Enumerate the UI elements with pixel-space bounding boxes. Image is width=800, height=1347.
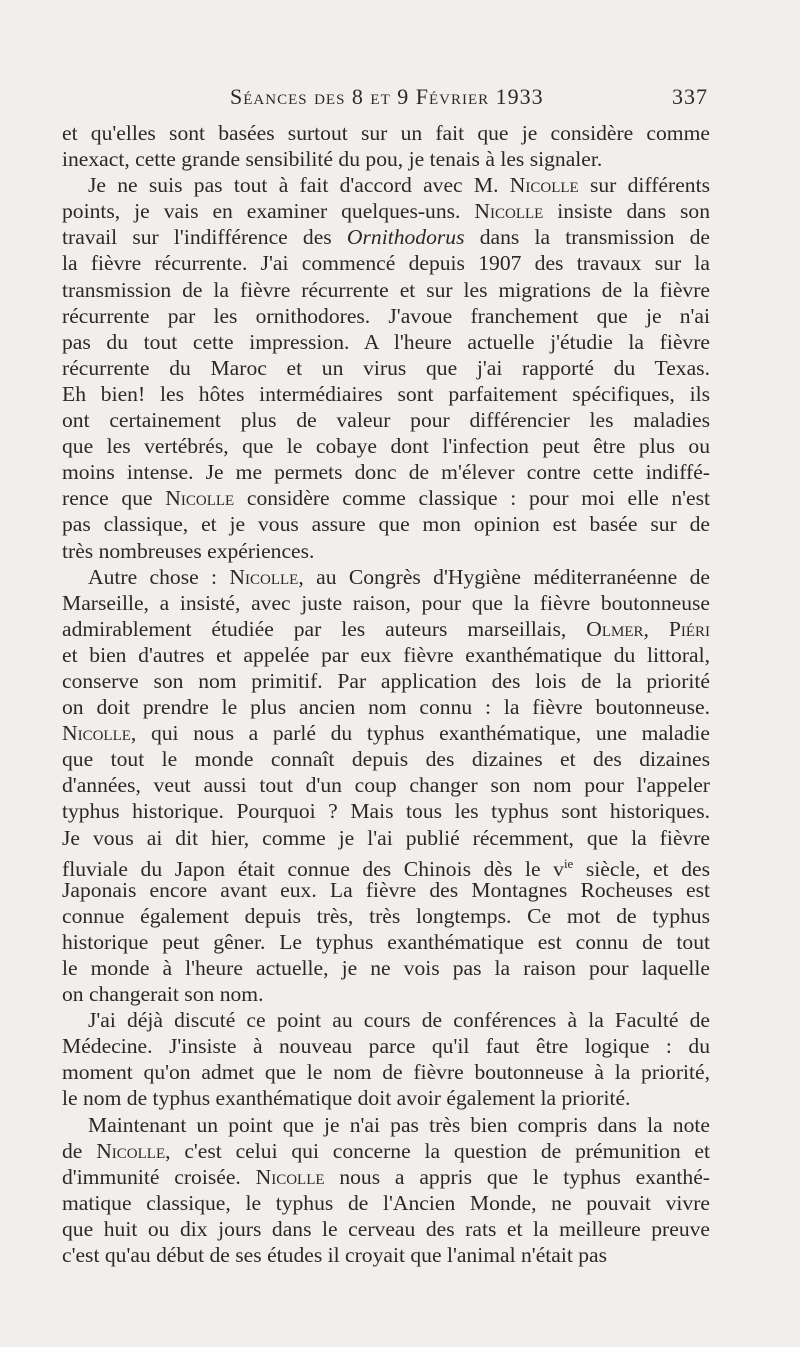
- text-line: J'ai déjà discuté ce point au cours de conférences à la Faculté de: [88, 1008, 710, 1033]
- text-line: transmission de la fièvre récurrente et sur les migrations de la fièvre: [62, 277, 710, 302]
- page-header: [62, 84, 710, 110]
- text-line: que les vertébrés, que le cobaye dont l'infection peut être plus ou: [62, 434, 710, 459]
- text-line: Marseille, a insisté, avec juste raison, pour que la fièvre boutonneuse: [62, 590, 710, 615]
- text-line: que tout le monde connaît depuis des dizaines et des dizaines: [62, 747, 710, 772]
- text-line: de Nicolle, c'est celui qui concerne la question de prémunition et: [62, 1138, 711, 1163]
- text-line: Japonais encore avant eux. La fièvre des Montagnes Rocheuses est: [62, 877, 710, 902]
- text-line: que huit ou dix jours dans le cerveau des rats et la meilleure preuve: [62, 1216, 710, 1241]
- text-line: récurrente par les ornithodores. J'avoue franchement que je n'ai: [62, 303, 710, 328]
- text-line: fluviale du Japon était connue des Chinois dès le $v^{ie}$ siècle, et des: [62, 855, 710, 881]
- text-line: connue également depuis très, très longtemps. Ce mot de typhus: [62, 903, 710, 928]
- text-line: le nom de typhus exanthématique doit avoir également la priorité.: [62, 1086, 631, 1111]
- text-line: on changerait son nom.: [62, 982, 264, 1007]
- text-line: points, je vais en examiner quelques-uns. Nicolle insiste dans son: [62, 199, 710, 224]
- page-number: 337: [672, 84, 708, 109]
- text-line: récurrente du Maroc et un virus que j'ai rapporté du Texas.: [62, 355, 710, 380]
- text-line: et qu'elles sont basées surtout sur un fait que je considère comme: [62, 121, 710, 145]
- text-line: la fièvre récurrente. J'ai commencé depuis 1907 des travaux sur la: [62, 251, 710, 276]
- text-line: Eh bien! les hôtes intermédiaires sont parfaitement spécifiques, ils: [62, 381, 710, 406]
- text-line: admirablement étudiée par les auteurs marseillais, Olmer, Piéri: [62, 616, 711, 641]
- text-line: Je vous ai dit hier, comme je l'ai publié récemment, que la fièvre: [62, 825, 710, 850]
- text-line: le monde à l'heure actuelle, je ne vois pas la raison pour laquelle: [62, 956, 710, 980]
- text-line: ont certainement plus de valeur pour différencier les maladies: [62, 408, 710, 433]
- text-line: et bien d'autres et appelée par eux fièvre exanthématique du littoral,: [62, 642, 710, 667]
- text-line: rence que Nicolle considère comme classique : pour moi elle n'est: [62, 486, 711, 511]
- text-line: d'immunité croisée. Nicolle nous a appris que le typhus exanthé-: [62, 1164, 710, 1189]
- text-line: historique peut gêner. Le typhus exanthématique est connu de tout: [62, 929, 710, 954]
- text-line: travail sur l'indifférence des Ornithodorus dans la transmission de: [62, 225, 710, 250]
- text-line: Médecine. J'insiste à nouveau parce qu'il faut être logique : du: [62, 1034, 710, 1059]
- text-line: typhus historique. Pourquoi ? Mais tous les typhus sont historiques.: [62, 799, 710, 824]
- text-line: d'années, veut aussi tout d'un coup changer son nom pour l'appeler: [62, 773, 710, 798]
- text-line: Maintenant un point que je n'ai pas très bien compris dans la note: [88, 1112, 710, 1137]
- body-text: [62, 120, 710, 1268]
- text-line: on doit prendre le plus ancien nom connu : la fièvre boutonneuse.: [62, 695, 710, 720]
- text-line: Je ne suis pas tout à fait d'accord avec M. Nicolle sur différents: [88, 173, 710, 198]
- running-head: Séances des 8 et 9 Février 1933: [230, 84, 544, 109]
- text-line: très nombreuses expériences.: [62, 538, 315, 563]
- text-line: Nicolle, qui nous a parlé du typhus exanthématique, une maladie: [62, 721, 710, 746]
- text-line: pas du tout cette impression. A l'heure actuelle j'étudie la fièvre: [62, 329, 710, 354]
- text-line: Autre chose : Nicolle, au Congrès d'Hygiène méditerranéenne de: [88, 564, 710, 589]
- text-line: moins intense. Je me permets donc de m'élever contre cette indiffé-: [62, 460, 710, 485]
- text-line: matique classique, le typhus de l'Ancien Monde, ne pouvait vivre: [62, 1190, 710, 1215]
- text-line: conserve son nom primitif. Par application des lois de la priorité: [62, 668, 710, 693]
- text-line: pas classique, et je vous assure que mon opinion est basée sur de: [62, 512, 710, 537]
- text-line: moment qu'on admet que le nom de fièvre boutonneuse à la priorité,: [62, 1060, 710, 1085]
- text-line: inexact, cette grande sensibilité du pou, je tenais à les signaler.: [62, 147, 603, 172]
- text-line: c'est qu'au début de ses études il croyait que l'animal n'était pas: [62, 1243, 608, 1268]
